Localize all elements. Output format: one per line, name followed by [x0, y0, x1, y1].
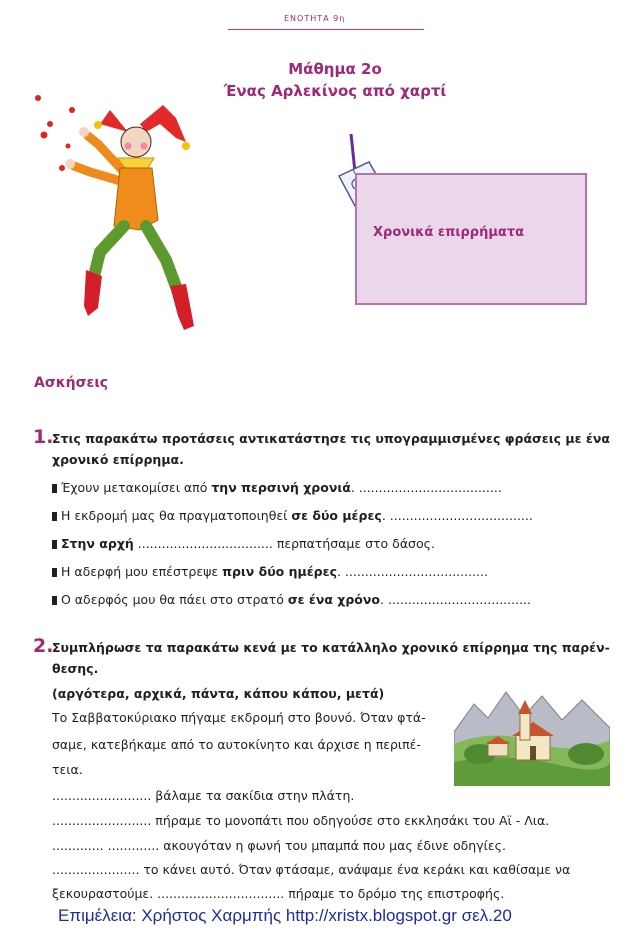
bullet-icon [52, 596, 57, 605]
exercise-1-item: Στην αρχή .................................. περπατήσαμε στο δάσος. [52, 536, 435, 551]
exercise-2-line-1: Συμπλήρωσε τα παρακάτω κενά με το κατάλληλο χρονικό επίρρημα της παρέν- [52, 640, 610, 655]
exercise-2-text-line: ξεκουραστούμε. ................................ πήραμε το δρόμο της επιστροφής. [52, 886, 505, 901]
exercise-1-item: Η αδερφή μου επέστρεψε πριν δύο ημέρες. .................................... [52, 564, 488, 579]
footer-credit: Επιμέλεια: Χρήστος Χαρμπής http://xristx.blogspot.gr σελ.20 [58, 906, 512, 925]
lesson-title [220, 58, 450, 102]
lesson-number: Μάθημα 2ο [288, 60, 382, 78]
unit-label: ΕΝΟΤΗΤΑ 9η [284, 14, 346, 23]
topic-card [355, 173, 587, 305]
harlequin-illustration [28, 80, 218, 350]
bullet-icon [52, 484, 57, 493]
exercise-2-instructions [52, 637, 610, 679]
exercise-2-text-line: ............. ............. ακουγόταν η φωνή του μπαμπά που μας έδινε οδηγίες. [52, 838, 506, 853]
header-divider [228, 29, 424, 30]
church-landscape-illustration [454, 682, 610, 786]
exercise-2-text-line: ...................... το κάνει αυτό. Όταν φτάσαμε, ανάψαμε ένα κεράκι και καθίσαμε να [52, 862, 571, 877]
bullet-icon [52, 512, 57, 521]
exercise-1-line-1: Στις παρακάτω προτάσεις αντικατάστησε τις υπογραμμισμένες φράσεις με ένα [52, 431, 610, 446]
section-title: Ασκήσεις [34, 375, 109, 391]
exercise-1-item: Ο αδερφός μου θα πάει στο στρατό σε ένα χρόνο. .................................... [52, 592, 531, 607]
topic-card-label: Χρονικά επιρρήματα [373, 225, 525, 240]
exercise-2-text-line: τεια. [52, 762, 83, 777]
exercise-1-instructions [52, 428, 610, 470]
bullet-icon [52, 568, 57, 577]
exercise-2-line-2: θεσης. [52, 661, 99, 676]
exercise-2-text-line: ......................... πήραμε το μονοπάτι που οδηγούσε στο εκκλησάκι του Αϊ - Λια. [52, 813, 550, 828]
bullet-icon [52, 540, 57, 549]
lesson-name: Ένας Αρλεκίνος από χαρτί [223, 82, 447, 100]
exercise-1-number: 1. [33, 426, 54, 448]
exercise-2-text-line: ......................... βάλαμε τα σακίδια στην πλάτη. [52, 788, 355, 803]
exercise-2-options: (αργότερα, αρχικά, πάντα, κάπου κάπου, μετά) [52, 686, 385, 701]
exercise-1-item: Έχουν μετακομίσει από την περσινή χρονιά. .................................... [52, 480, 502, 495]
exercise-1-line-2: χρονικό επίρρημα. [52, 452, 184, 467]
exercise-1-item: Η εκδρομή μας θα πραγματοποιηθεί σε δύο μέρες. .................................... [52, 508, 533, 523]
exercise-2-text-line: σαμε, κατεβήκαμε από το αυτοκίνητο και άρχισε η περιπέ- [52, 737, 421, 752]
exercise-2-number: 2. [33, 635, 54, 657]
exercise-2-text-line: Το Σαββατοκύριακο πήγαμε εκδρομή στο βουνό. Όταν φτά- [52, 710, 426, 725]
